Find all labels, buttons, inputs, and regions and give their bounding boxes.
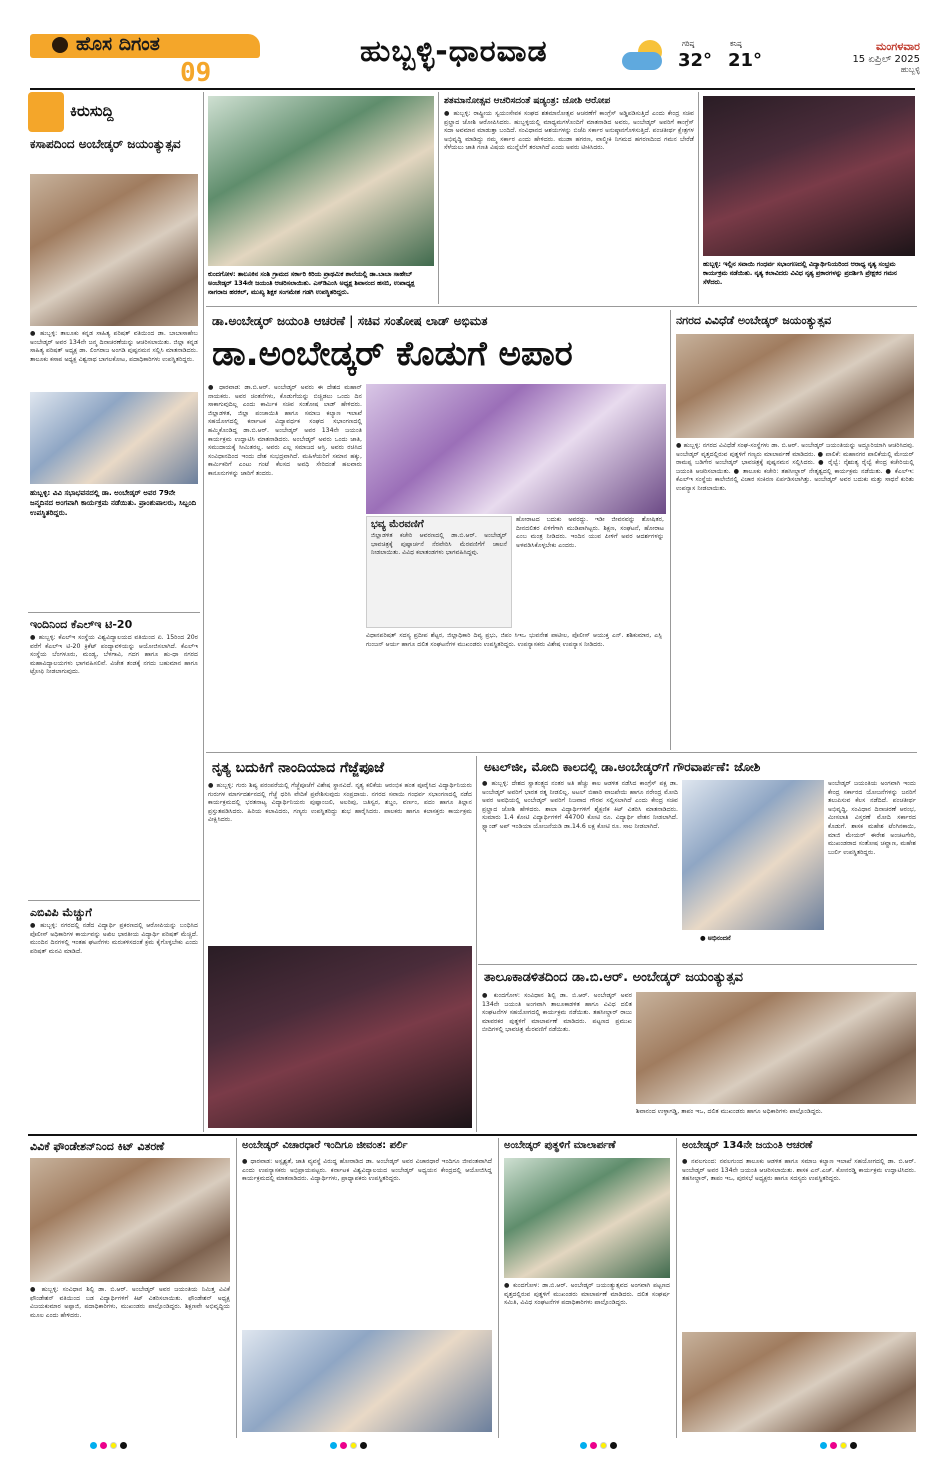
brief-1-body: ● ಹುಬ್ಬಳ್ಳಿ: ತಾಲೂಕು ಕನ್ನಡ ಸಾಹಿತ್ಯ ಪರಿಷತ್ ವತಿಯಿಂದ ಡಾ. ಬಾಬಾಸಾಹೇಬ ಅಂಬೇಡ್ಕರ್ ಅವರ 134ನೇ ಜನ್ಮ ದಿನಾಚರಣೆಯನ್ನು ಆಚರಿಸಲಾಯಿತು. ಜಿಲ್ಲಾ ಕನ್ನಡ ಸಾಹಿತ್ಯ ಪರಿಷತ್ ಅಧ್ಯಕ್ಷ ಡಾ. ಲಿಂಗರಾಜ ಅಂಗಡಿ ಪುಷ್ಪನಮನ ಸಲ್ಲಿಸಿ ಮಾತನಾಡಿದರು. ತಾಲೂಕು ಕಸಾಪ ಅಧ್ಯಕ್ಷ ವಿಶ್ವನಾಥ ಬಾಗಲಕೋಟ, ಪದಾಧಿಕಾರಿಗಳು ಉಪಸ್ಥಿತರಿದ್ದರು. xyxy=(30,330,198,363)
dance-event-photo xyxy=(208,946,472,1128)
atal-sign: ● ಅಭಿನಂದನೆ xyxy=(700,934,731,942)
dance-title: ನೃತ್ಯ ಬದುಕಿಗೆ ನಾಂದಿಯಾದ ಗೆಜ್ಜೆಪೂಜೆ xyxy=(212,760,385,776)
brief-1-title: ಕಸಾಪದಿಂದ ಅಂಬೇಡ್ಕರ್ ಜಯಂತ್ಯುತ್ಸವ xyxy=(30,137,181,151)
vk-photo xyxy=(30,1158,230,1282)
date-block xyxy=(800,40,920,75)
vk-body: ● ಹುಬ್ಬಳ್ಳಿ: ಸಂವಿಧಾನ ಶಿಲ್ಪಿ ಡಾ. ಬಿ.ಆರ್. ಅಂಬೇಡ್ಕರ್ ಅವರ ಜಯಂತಿಯ ನಿಮಿತ್ತ ವಿವಿಕೆ ಫೌಂಡೇಶನ್ ವತಿಯಿಂದ ಬಡ ವಿದ್ಯಾರ್ಥಿಗಳಿಗೆ ಕಿಟ್ ವಿತರಿಸಲಾಯಿತು. ಫೌಂಡೇಶನ್ ಅಧ್ಯಕ್ಷ ವಿಜಯಕುಮಾರ ಅಪ್ಪಾಜಿ, ಪದಾಧಿಕಾರಿಗಳು, ಮುಖಂಡರು ಪಾಲ್ಗೊಂಡಿದ್ದರು. ಶಿಕ್ಷಣವೇ ಅಭಿವೃದ್ಧಿಯ ಮೂಲ ಎಂದು ಹೇಳಿದರು. xyxy=(30,1286,230,1319)
weekday: ಮಂಗಳವಾರ xyxy=(875,40,920,53)
joshi-title: ಶತಮಾನೋತ್ಸವ ಆಚರಿಸದಂತೆ ಷಡ್ಯಂತ್ರ: ಜೋಶಿ ಆರೋಪ xyxy=(444,96,611,106)
brief-2-photo xyxy=(30,392,198,484)
dance-photo xyxy=(703,96,915,256)
j134-body: ● ನವಲಗುಂದ: ನವಲಗುಂದ ತಾಲೂಕು ಆಡಳಿತ ಹಾಗೂ ಸಮಾಜ ಕಲ್ಯಾಣ ಇಲಾಖೆ ಸಹಯೋಗದಲ್ಲಿ ಡಾ. ಬಿ.ಆರ್. ಅಂಬೇಡ್ಕರ್ ಅವರ 134ನೇ ಜಯಂತಿ ಆಚರಿಸಲಾಯಿತು. ಶಾಸಕ ಎನ್.ಎಚ್. ಕೋನರಡ್ಡಿ ಕಾರ್ಯಕ್ರಮ ಉದ್ಘಾಟಿಸಿದರು. ತಹಸೀಲ್ದಾರ್, ತಾಪಂ ಇಒ, ಪುರಸಭೆ ಅಧ್ಯಕ್ಷರು ಹಾಗೂ ಸದಸ್ಯರು ಉಪಸ್ಥಿತರಿದ್ದರು. xyxy=(682,1158,916,1183)
page-number: 09 xyxy=(180,58,212,88)
statue-title: ಅಂಬೇಡ್ಕರ್ ಪುತ್ಥಳಿಗೆ ಮಾಲಾರ್ಪಣೆ xyxy=(504,1140,616,1151)
edition: ಹುಬ್ಬಳ್ಳಿ xyxy=(900,65,920,74)
registration-marks-mid2 xyxy=(580,1442,617,1449)
dance-caption: ಹುಬ್ಬಳ್ಳಿ: ಇಲ್ಲಿನ ಸವಾಯಿ ಗಂಧರ್ವ ಸಭಾಂಗಣದಲ್ಲಿ ವಿದ್ಯಾರ್ಥಿನಿಯರಿಂದ ಆರಾಧ್ಯ ನೃತ್ಯ ಸಂಭ್ರಮ ಕಾರ್ಯಕ್ರಮ ನಡೆಯಿತು. ನೃತ್ಯ ಕಲಾವಿದರು ವಿವಿಧ ನೃತ್ಯ ಪ್ರಕಾರಗಳನ್ನು ಪ್ರದರ್ಶಿಸಿ ಪ್ರೇಕ್ಷಕರ ಗಮನ ಸೆಳೆದರು. xyxy=(703,260,897,286)
brief-3-body: ● ಹುಬ್ಬಳ್ಳಿ: ಕೆಎಲ್‌ಇ ಸಂಸ್ಥೆಯ ವಿಶ್ವವಿದ್ಯಾಲಯದ ವತಿಯಿಂದ ಏ. 15ರಿಂದ 20ರ ವರೆಗೆ ಕೆಎಲ್‌ಇ ಟಿ-20 ಕ್ರಿಕೆಟ್ ಪಂದ್ಯಾವಳಿಯನ್ನು ಆಯೋಜಿಸಲಾಗಿದೆ. ಕೆಎಲ್‌ಇ ಸಂಸ್ಥೆಯ ಬೆಂಗಳೂರು, ಮಂಡ್ಯ, ಬೆಳಗಾವಿ, ಗದಗ ಹಾಗೂ ಹು-ಧಾ ನಗರದ ಮಹಾವಿದ್ಯಾಲಯಗಳು ಭಾಗವಹಿಸಲಿವೆ. ವಿಜೇತ ತಂಡಕ್ಕೆ ನಗದು ಬಹುಮಾನ ಹಾಗೂ ಟ್ರೋಫಿ ನೀಡಲಾಗುವುದು. xyxy=(30,634,198,676)
min-temp: 21° xyxy=(728,50,763,71)
brief-4-body: ● ಹುಬ್ಬಳ್ಳಿ: ನಗರದಲ್ಲಿ ನಡೆದ ವಿದ್ಯಾರ್ಥಿ ಪ್ರಕರಣದಲ್ಲಿ ಆರೋಪಿಯನ್ನು ಬಂಧಿಸಿದ ಪೊಲೀಸ್ ಅಧಿಕಾರಿಗಳ ಕಾರ್ಯವನ್ನು ಅಖಿಲ ಭಾರತೀಯ ವಿದ್ಯಾರ್ಥಿ ಪರಿಷತ್ ಮೆಚ್ಚಿದೆ. ಮುಂದಿನ ದಿನಗಳಲ್ಲಿ ಇಂತಹ ಘಟನೆಗಳು ಮರುಕಳಿಸದಂತೆ ಕ್ರಮ ಕೈಗೊಳ್ಳಬೇಕು ಎಂದು ಪರಿಷತ್ ಮನವಿ ಮಾಡಿದೆ. xyxy=(30,922,198,955)
taluk-title: ತಾಲೂಕಾಡಳಿತದಿಂದ ಡಾ.ಬಿ.ಆರ್. ಅಂಬೇಡ್ಕರ್ ಜಯಂತ್ಯುತ್ಸವ xyxy=(484,970,743,985)
logo-emblem-icon xyxy=(50,35,70,55)
dance-body: ● ಹುಬ್ಬಳ್ಳಿ: ಗುರು ಶಿಷ್ಯ ಪರಂಪರೆಯಲ್ಲಿ ಗೆಜ್ಜೆಪೂಜೆಗೆ ವಿಶೇಷ ಸ್ಥಾನವಿದೆ. ನೃತ್ಯ ಕಲಿಕೆಯ ಆರಂಭಿಕ ಹಂತ ಪೂರೈಸಿದ ವಿದ್ಯಾರ್ಥಿನಿಯರು ಗುರುಗಳ ಮಾರ್ಗದರ್ಶನದಲ್ಲಿ ಗೆಜ್ಜೆ ಧರಿಸಿ ವೇದಿಕೆ ಪ್ರವೇಶಿಸುವುದು ಸಂಪ್ರದಾಯ. ನಗರದ ಸವಾಯಿ ಗಂಧರ್ವ ಸಭಾಂಗಣದಲ್ಲಿ ನಡೆದ ಕಾರ್ಯಕ್ರಮದಲ್ಲಿ ಭರತನಾಟ್ಯ ವಿದ್ಯಾರ್ಥಿನಿಯರು ಪುಷ್ಪಾಂಜಲಿ, ಅಲರಿಪು, ಜತಿಸ್ವರ, ಶಬ್ದಂ, ವರ್ಣಂ, ಪದಂ ಹಾಗೂ ತಿಲ್ಲಾನ ಪ್ರಸ್ತುತಪಡಿಸಿದರು. ಹಿರಿಯ ಕಲಾವಿದರು, ಗಣ್ಯರು ಉಪಸ್ಥಿತರಿದ್ದು ಶುಭ ಹಾರೈಸಿದರು. ಪಾಲಕರು ಹಾಗೂ ಕಲಾಸಕ್ತರು ಕಾರ್ಯಕ್ರಮ ವೀಕ್ಷಿಸಿದರು. xyxy=(208,782,472,824)
lead-col-1: ● ಧಾರವಾಡ: ಡಾ.ಬಿ.ಆರ್. ಅಂಬೇಡ್ಕರ್ ಅವರು ಈ ದೇಶದ ಮಹಾನ್ ನಾಯಕರು. ಅವರ ಚಿಂತನೆಗಳು, ಕೊಡುಗೆಯನ್ನು ಬಿಚ್ಚಿಡಲು ಒಂದು ದಿನ ಸಾಕಾಗುವುದಿಲ್ಲ ಎಂದು ಕಾರ್ಮಿಕ ಸಚಿವ ಸಂತೋಷ ಲಾಡ್ ಹೇಳಿದರು. ಜಿಲ್ಲಾಡಳಿತ, ಜಿಲ್ಲಾ ಪಂಚಾಯಿತಿ ಹಾಗೂ ಸಮಾಜ ಕಲ್ಯಾಣ ಇಲಾಖೆ ಸಹಯೋಗದಲ್ಲಿ ಕರ್ನಾಟಕ ವಿದ್ಯಾವರ್ಧಕ ಸಂಘದ ಸಭಾಂಗಣದಲ್ಲಿ ಹಮ್ಮಿಕೊಂಡಿದ್ದ ಡಾ.ಬಿ.ಆರ್. ಅಂಬೇಡ್ಕರ್ ಅವರ 134ನೇ ಜಯಂತಿ ಕಾರ್ಯಕ್ರಮ ಉದ್ಘಾಟಿಸಿ ಮಾತನಾಡಿದರು. ಅಂಬೇಡ್ಕರ್ ಅವರು ಒಂದು ಜಾತಿ, ಸಮುದಾಯಕ್ಕೆ ಸೀಮಿತರಲ್ಲ. ಅವರು ಎಲ್ಲ ಸಮಾಜದ ಆಸ್ತಿ. ಅವರು ರಚಿಸಿದ ಸಂವಿಧಾನದಿಂದ ಇಂದು ದೇಶ ಸುಭದ್ರವಾಗಿದೆ. ಮಹಿಳೆಯರಿಗೆ ಸಮಾನ ಹಕ್ಕು, ಕಾರ್ಮಿಕರಿಗೆ ಎಂಟು ಗಂಟೆ ಕೆಲಸದ ಅವಧಿ ಸೇರಿದಂತೆ ಹಲವಾರು ಕಾನೂನುಗಳನ್ನು ಜಾರಿಗೆ ತಂದರು. xyxy=(208,384,362,477)
city-body: ● ಹುಬ್ಬಳ್ಳಿ: ನಗರದ ವಿವಿಧೆಡೆ ಸಂಘ-ಸಂಸ್ಥೆಗಳು ಡಾ. ಬಿ.ಆರ್. ಅಂಬೇಡ್ಕರ್ ಜಯಂತಿಯನ್ನು ಅದ್ದೂರಿಯಾಗಿ ಆಚರಿಸಿದವು. ಅಂಬೇಡ್ಕರ್ ವೃತ್ತದಲ್ಲಿರುವ ಪುತ್ಥಳಿಗೆ ಗಣ್ಯರು ಮಾಲಾರ್ಪಣೆ ಮಾಡಿದರು. ● ಪಾಲಿಕೆ: ಮಹಾನಗರ ಪಾಲಿಕೆಯಲ್ಲಿ ಮೇಯರ್ ರಾಮಪ್ಪ ಬಡಿಗೇರ ಅಂಬೇಡ್ಕರ್ ಭಾವಚಿತ್ರಕ್ಕೆ ಪುಷ್ಪನಮನ ಸಲ್ಲಿಸಿದರು. ● ರೈಲ್ವೆ: ನೈಋತ್ಯ ರೈಲ್ವೆ ಕೇಂದ್ರ ಕಚೇರಿಯಲ್ಲಿ ಜಯಂತಿ ಆಚರಿಸಲಾಯಿತು. ● ತಾಲೂಕು ಕಚೇರಿ: ತಹಸೀಲ್ದಾರ್ ನೇತೃತ್ವದಲ್ಲಿ ಕಾರ್ಯಕ್ರಮ ನಡೆಯಿತು. ● ಕೆಎಲ್‌ಇ: ಕೆಎಲ್‌ಇ ಸಂಸ್ಥೆಯ ಕಾಲೇಜಿನಲ್ಲಿ ವಿಚಾರ ಸಂಕಿರಣ ಏರ್ಪಡಿಸಲಾಗಿತ್ತು. ಅಂಬೇಡ್ಕರ್ ಅವರ ಬದುಕು ಮತ್ತು ಸಾಧನೆ ಕುರಿತು ಉಪನ್ಯಾಸ ನೀಡಲಾಯಿತು. xyxy=(676,442,914,492)
vichar-photo xyxy=(242,1330,492,1432)
weather-icon xyxy=(622,40,668,74)
atal-title: ಅಟಲ್‌ಜೀ, ಮೋದಿ ಕಾಲದಲ್ಲಿ ಡಾ.ಅಂಬೇಡ್ಕರ್‌ಗೆ ಗೌರವಾರ್ಪಣೆ: ಜೋಶಿ xyxy=(484,760,761,774)
kundgol-school-photo xyxy=(208,96,434,266)
city-title: ನಗರದ ವಿವಿಧೆಡೆ ಅಂಬೇಡ್ಕರ್ ಜಯಂತ್ಯುತ್ಸವ xyxy=(676,314,832,327)
brief-3-title: ಇಂದಿನಿಂದ ಕೆಎಲ್‌ಇ ಟಿ-20 xyxy=(30,618,133,631)
atal-side: ಅಂಬೇಡ್ಕರ್ ಜಯಂತಿಯ ಅಂಗವಾಗಿ ಇಂದು ಕೇಂದ್ರ ಸರ್ಕಾರದ ಯೋಜನೆಗಳನ್ನು ಜನರಿಗೆ ತಲುಪಿಸುವ ಕೆಲಸ ನಡೆದಿದೆ. ಪಂಚತೀರ್ಥ ಅಭಿವೃದ್ಧಿ, ಸಂವಿಧಾನ ದಿನಾಚರಣೆ ಆರಂಭ, ಮೀಸಲಾತಿ ವಿಸ್ತರಣೆ ಮೋದಿ ಸರ್ಕಾರದ ಕೊಡುಗೆ. ಶಾಸಕ ಮಹೇಶ ಟೆಂಗಿನಕಾಯಿ, ಮಾಜಿ ಮೇಯರ್ ಈರೇಶ ಅಂಚಟಗೇರಿ, ಮುಖಂಡರಾದ ಸಂತೋಷ ಚವ್ಹಾಣ, ಮಹೇಶ ಬುರ್ಲಿ ಉಪಸ್ಥಿತರಿದ್ದರು. xyxy=(828,780,916,856)
registration-marks-mid1 xyxy=(330,1442,367,1449)
brief-2-caption: ಹುಬ್ಬಳ್ಳಿ: ವಿವಿ ಸಭಾಭವನದಲ್ಲಿ ಡಾ. ಅಂಬೇಡ್ಕರ್ ಅವರ 79ನೇ ಜನ್ಮದಿನದ ಅಂಗವಾಗಿ ಕಾರ್ಯಕ್ರಮ ನಡೆಯಿತು. ಪ್ರಾಂಶುಪಾಲರು, ಸಿಬ್ಬಂದಿ ಉಪಸ್ಥಿತರಿದ್ದರು. xyxy=(30,488,197,517)
max-label: ಗರಿಷ್ಠ xyxy=(682,40,695,48)
logo-block xyxy=(30,30,260,86)
vk-title: ವಿವಿಕೆ ಫೌಂಡೇಶನ್‌ನಿಂದ ಕಿಟ್ ವಿತರಣೆ xyxy=(30,1140,165,1153)
atal-body: ● ಹುಬ್ಬಳ್ಳಿ: ದೇಶದ ಸ್ವಾತಂತ್ರ್ಯದ ನಂತರ ಅತಿ ಹೆಚ್ಚು ಕಾಲ ಆಡಳಿತ ನಡೆಸಿದ ಕಾಂಗ್ರೆಸ್ ಪಕ್ಷ ಡಾ. ಅಂಬೇಡ್ಕರ್ ಅವರಿಗೆ ಭಾರತ ರತ್ನ ನೀಡಲಿಲ್ಲ. ಅಟಲ್ ಬಿಹಾರಿ ವಾಜಪೇಯಿ ಹಾಗೂ ನರೇಂದ್ರ ಮೋದಿ ಅವರ ಅವಧಿಯಲ್ಲಿ ಅಂಬೇಡ್ಕರ್ ಅವರಿಗೆ ನಿಜವಾದ ಗೌರವ ಸಲ್ಲಿಸಲಾಗಿದೆ ಎಂದು ಕೇಂದ್ರ ಸಚಿವ ಪ್ರಲ್ಹಾದ ಜೋಶಿ ಹೇಳಿದರು. ಶಾಲಾ ವಿದ್ಯಾರ್ಥಿಗಳಿಗೆ ಶೈಕ್ಷಣಿಕ ಕಿಟ್ ವಿತರಿಸಿ ಮಾತನಾಡಿದರು. ಸುಮಾರು 1.4 ಕೋಟಿ ವಿದ್ಯಾರ್ಥಿಗಳಿಗೆ 44700 ಕೋಟಿ ರೂ. ವಿದ್ಯಾರ್ಥಿ ವೇತನ ನೀಡಲಾಗಿದೆ. ಸ್ಟ್ಯಾಂಡ್ ಅಪ್ ಇಂಡಿಯಾ ಯೋಜನೆಯಡಿ ಡಾ.14.6 ಲಕ್ಷ ಕೋಟಿ ರೂ. ಸಾಲ ನೀಡಲಾಗಿದೆ. xyxy=(482,780,678,830)
masthead xyxy=(0,0,945,90)
registration-marks-right xyxy=(820,1442,857,1449)
city-photo xyxy=(676,334,914,438)
logo-text: ಹೊಸ ದಿಗಂತ xyxy=(76,33,160,55)
taluk-body: ● ಕುಂದಗೋಳ: ಸಂವಿಧಾನ ಶಿಲ್ಪಿ ಡಾ. ಬಿ.ಆರ್. ಅಂಬೇಡ್ಕರ್ ಅವರ 134ನೇ ಜಯಂತಿ ಅಂಗವಾಗಿ ತಾಲೂಕಾಡಳಿತ ಹಾಗೂ ವಿವಿಧ ದಲಿತ ಸಂಘಟನೆಗಳ ಸಹಯೋಗದಲ್ಲಿ ಕಾರ್ಯಕ್ರಮ ನಡೆಯಿತು. ತಹಸೀಲ್ದಾರ್ ರಾಜು ಮಾವರಕರ ಪುತ್ಥಳಿಗೆ ಮಾಲಾರ್ಪಣೆ ಮಾಡಿದರು. ಪಟ್ಟಣದ ಪ್ರಮುಖ ಬೀದಿಗಳಲ್ಲಿ ಭಾವಚಿತ್ರ ಮೆರವಣಿಗೆ ನಡೆಯಿತು. xyxy=(482,992,632,1034)
taluk-caption: ಶಿವಾನಂದ ಉಳ್ಳಾಗಡ್ಡಿ, ತಾಪಂ ಇಒ, ದಲಿತ ಮುಖಂಡರು ಹಾಗೂ ಅಧಿಕಾರಿಗಳು ಪಾಲ್ಗೊಂಡಿದ್ದರು. xyxy=(636,1108,823,1115)
atal-photo xyxy=(682,780,824,930)
brief-1-photo xyxy=(30,174,198,326)
joshi-body: ● ಹುಬ್ಬಳ್ಳಿ: ರಾಷ್ಟ್ರೀಯ ಸ್ವಯಂಸೇವಕ ಸಂಘದ ಶತಮಾನೋತ್ಸವ ಆಚರಣೆಗೆ ಕಾಂಗ್ರೆಸ್ ಅಡ್ಡಿಪಡಿಸುತ್ತಿದೆ ಎಂದು ಕೇಂದ್ರ ಸಚಿವ ಪ್ರಲ್ಹಾದ ಜೋಶಿ ಆರೋಪಿಸಿದರು. ಹುಬ್ಬಳ್ಳಿಯಲ್ಲಿ ಮಾಧ್ಯಮಗಳೊಂದಿಗೆ ಮಾತನಾಡಿದ ಅವರು, ಅಂಬೇಡ್ಕರ್ ಅವರಿಗೆ ಕಾಂಗ್ರೆಸ್ ಸದಾ ಅವಮಾನ ಮಾಡುತ್ತಾ ಬಂದಿದೆ. ಸಂವಿಧಾನದ ಆಶಯಗಳನ್ನು ಬಿಜೆಪಿ ಸರ್ಕಾರ ಅನುಷ್ಠಾನಗೊಳಿಸುತ್ತಿದೆ. ಪಂಚತೀರ್ಥ ಕ್ಷೇತ್ರಗಳ ಅಭಿವೃದ್ಧಿ ಮಾಡಿದ್ದು ನಮ್ಮ ಸರ್ಕಾರ ಎಂದು ಹೇಳಿದರು. ಮುಡಾ ಹಗರಣ, ವಾಲ್ಮೀಕಿ ನಿಗಮದ ಹಗರಣದಿಂದ ಗಮನ ಬೇರೆಡೆ ಸೆಳೆಯಲು ಜಾತಿ ಗಣತಿ ವಿಷಯ ಮುನ್ನೆಲೆಗೆ ತರಲಾಗಿದೆ ಎಂದು ಅವರು ಟೀಕಿಸಿದರು. xyxy=(444,110,694,152)
issue-date: 15 ಏಪ್ರಿಲ್ 2025 xyxy=(852,54,920,65)
lead-photo xyxy=(366,384,666,514)
masthead-rule xyxy=(30,88,915,90)
brief-column xyxy=(28,92,200,1132)
lead-col-2: ಹೋರಾಟದ ಬದುಕು ಅವರದ್ದು. ಇಡೀ ಜೀವನವನ್ನು ಶೋಷಿತರ, ದೀನದಲಿತರ ಏಳಿಗೆಗಾಗಿ ಮುಡಿಪಾಗಿಟ್ಟರು. ಶಿಕ್ಷಣ, ಸಂಘಟನೆ, ಹೋರಾಟ ಎಂಬ ಮಂತ್ರ ನೀಡಿದರು. ಇಂದಿನ ಯುವ ಪೀಳಿಗೆ ಅವರ ಆದರ್ಶಗಳನ್ನು ಅಳವಡಿಸಿಕೊಳ್ಳಬೇಕು ಎಂದರು. xyxy=(516,516,664,549)
statue-body: ● ಕುಂದಗೋಳ: ಡಾ.ಬಿ.ಆರ್. ಅಂಬೇಡ್ಕರ್ ಜಯಂತ್ಯುತ್ಸವದ ಅಂಗವಾಗಿ ಪಟ್ಟಣದ ವೃತ್ತದಲ್ಲಿರುವ ಪುತ್ಥಳಿಗೆ ಮುಖಂಡರು ಮಾಲಾರ್ಪಣೆ ಮಾಡಿದರು. ದಲಿತ ಸಂಘರ್ಷ ಸಮಿತಿ, ವಿವಿಧ ಸಂಘಟನೆಗಳ ಪದಾಧಿಕಾರಿಗಳು ಪಾಲ್ಗೊಂಡಿದ್ದರು. xyxy=(504,1282,670,1307)
lead-headline: ಡಾ.ಅಂಬೇಡ್ಕರ್ ಕೊಡುಗೆ ಅಪಾರ xyxy=(212,334,573,374)
kundgol-caption: ಕುಂದಗೋಳ: ತಾಲೂಕಿನ ಸಂಶಿ ಗ್ರಾಮದ ಸರ್ಕಾರಿ ಕಿರಿಯ ಪ್ರಾಥಮಿಕ ಶಾಲೆಯಲ್ಲಿ ಡಾ.ಬಾಬಾ ಸಾಹೇಬ್ ಅಂಬೇಡ್ಕರ್ 134ನೇ ಜಯಂತಿ ಆಚರಿಸಲಾಯಿತು. ಎಸ್‌ಡಿಎಂಸಿ ಅಧ್ಯಕ್ಷ ಶಿವಾನಂದ ಹಸಬಿ, ಉಪಾಧ್ಯಕ್ಷ ನಾಗರಾಜ ಹರಕಲ್, ಮುಖ್ಯ ಶಿಕ್ಷಕ ಸಂಗಮೇಶ ಗಡಗಿ ಉಪಸ್ಥಿತರಿದ್ದರು. xyxy=(208,270,415,296)
lead-col-3: ವಿಧಾನಪರಿಷತ್ ಸದಸ್ಯ ಪ್ರದೀಪ ಶೆಟ್ಟರ, ಜಿಲ್ಲಾಧಿಕಾರಿ ದಿವ್ಯ ಪ್ರಭು, ಜಿಪಂ ಸಿಇಒ ಭುವನೇಶ ಪಾಟೀಲ, ಪೊಲೀಸ್ ಆಯುಕ್ತ ಎನ್. ಶಶಿಕುಮಾರ, ಎಸ್ಪಿ ಗುಂಜನ್ ಆರ್ಯ ಹಾಗೂ ದಲಿತ ಸಂಘಟನೆಗಳ ಮುಖಂಡರು ಉಪಸ್ಥಿತರಿದ್ದರು. ಉಪನ್ಯಾಸಕರು ವಿಶೇಷ ಉಪನ್ಯಾಸ ನೀಡಿದರು. xyxy=(366,632,662,648)
city-title: ಹುಬ್ಬಳ್ಳಿ-ಧಾರವಾಡ xyxy=(360,34,548,69)
vichar-body: ● ಧಾರವಾಡ: ಅಸ್ಪೃಶ್ಯತೆ, ಜಾತಿ ವ್ಯವಸ್ಥೆ ವಿರುದ್ಧ ಹೋರಾಡಿದ ಡಾ. ಅಂಬೇಡ್ಕರ್ ಅವರ ವಿಚಾರಧಾರೆ ಇಂದಿಗೂ ಜೀವಂತವಾಗಿದೆ ಎಂದು ಉಪನ್ಯಾಸಕರು ಅಭಿಪ್ರಾಯಪಟ್ಟರು. ಕರ್ನಾಟಕ ವಿಶ್ವವಿದ್ಯಾಲಯದ ಅಂಬೇಡ್ಕರ್ ಅಧ್ಯಯನ ಕೇಂದ್ರದಲ್ಲಿ ಆಯೋಜಿಸಿದ್ದ ಕಾರ್ಯಕ್ರಮದಲ್ಲಿ ಮಾತನಾಡಿದರು. ವಿದ್ಯಾರ್ಥಿಗಳು, ಪ್ರಾಧ್ಯಾಪಕರು ಉಪಸ್ಥಿತರಿದ್ದರು. xyxy=(242,1158,492,1183)
j134-photo xyxy=(682,1332,916,1432)
brief-label: ಕಿರುಸುದ್ದಿ xyxy=(28,92,200,132)
brief-4-title: ಎಬಿವಿಪಿ ಮೆಚ್ಚುಗೆ xyxy=(30,906,92,919)
statue-photo xyxy=(504,1158,670,1278)
taluk-photo xyxy=(636,992,916,1104)
min-label: ಕನಿಷ್ಠ xyxy=(730,40,742,48)
vichar-title: ಅಂಬೇಡ್ಕರ್ ವಿಚಾರಧಾರೆ ಇಂದಿಗೂ ಜೀವಂತ: ಪರ್ಲಿ xyxy=(242,1140,408,1151)
max-temp: 32° xyxy=(678,50,713,71)
lead-sidebar-box: ಭವ್ಯ ಮೆರವಣಿಗೆ ಜಿಲ್ಲಾಡಳಿತ ಕಚೇರಿ ಆವರಣದಲ್ಲಿ ಡಾ.ಬಿ.ಆರ್. ಅಂಬೇಡ್ಕರ್ ಭಾವಚಿತ್ರಕ್ಕೆ ಪುಷ್ಪಾರ್ಚನೆ ನೆರವೇರಿಸಿ ಮೆರವಣಿಗೆಗೆ ಚಾಲನೆ ನೀಡಲಾಯಿತು. ವಿವಿಧ ಕಲಾತಂಡಗಳು ಭಾಗವಹಿಸಿದ್ದವು. xyxy=(366,516,512,628)
registration-marks-left xyxy=(90,1442,127,1449)
hand-icon xyxy=(28,92,64,132)
lead-kicker: ಡಾ.ಅಂಬೇಡ್ಕರ್ ಜಯಂತಿ ಆಚರಣೆ | ಸಚಿವ ಸಂತೋಷ ಲಾಡ್ ಅಭಿಮತ xyxy=(212,314,488,328)
j134-title: ಅಂಬೇಡ್ಕರ್ 134ನೇ ಜಯಂತಿ ಆಚರಣೆ xyxy=(682,1140,813,1151)
